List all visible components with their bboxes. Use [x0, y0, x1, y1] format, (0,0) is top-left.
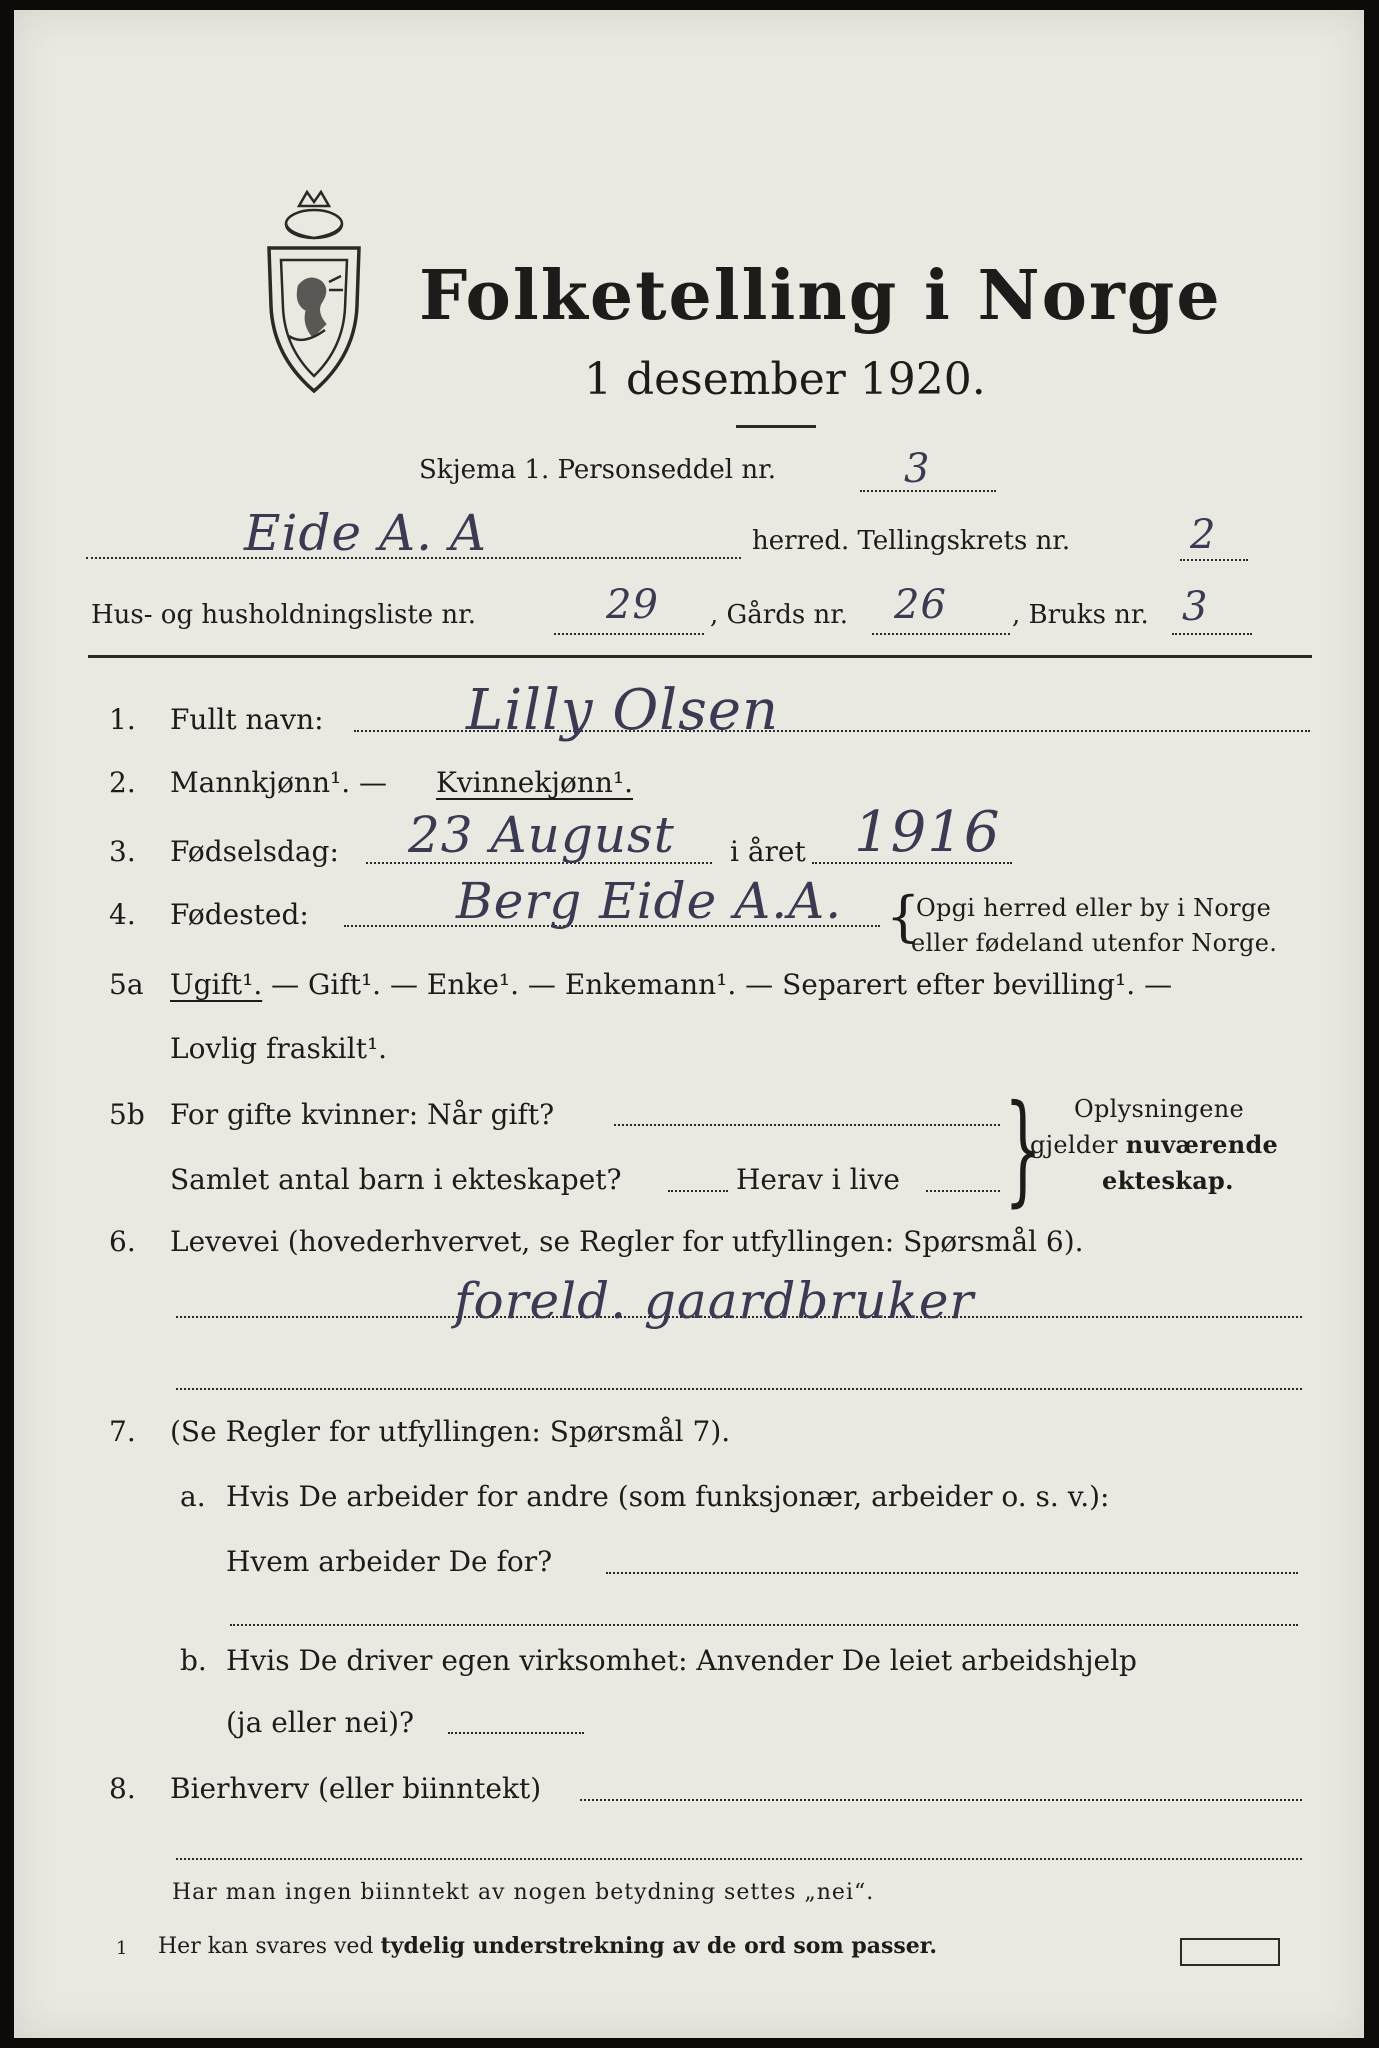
bruks-label: , Bruks nr.: [1012, 600, 1149, 630]
q5b-label3: Herav i live: [736, 1163, 900, 1196]
q5a-option-rest[interactable]: — Gift¹. — Enke¹. — Enkemann¹. — Separert efter bevilling¹. —: [262, 968, 1173, 1001]
q1-number: 1.: [109, 703, 136, 736]
q5b-line1: [614, 1124, 1000, 1126]
q6-label: Levevei (hovederhvervet, se Regler for utfyllingen: Spørsmål 6).: [170, 1225, 1084, 1258]
q3-number: 3.: [109, 835, 136, 868]
q1-value[interactable]: Lilly Olsen: [466, 678, 780, 743]
gards-value[interactable]: 26: [894, 582, 947, 628]
q5b-line3: [926, 1190, 1000, 1192]
husholdningsliste-value[interactable]: 29: [606, 582, 659, 628]
q5a-option-ugift[interactable]: Ugift¹.: [170, 968, 263, 1001]
gards-label: , Gårds nr.: [710, 600, 849, 630]
q4-label: Fødested:: [170, 898, 309, 931]
q7b-text2: (ja eller nei)?: [226, 1706, 415, 1739]
q3-label: Fødselsdag:: [170, 835, 339, 868]
form-date: 1 desember 1920.: [584, 354, 986, 405]
q8-number: 8.: [109, 1772, 136, 1805]
tellingskrets-line: [1180, 559, 1248, 561]
tellingskrets-value[interactable]: 2: [1190, 512, 1217, 558]
title-divider: [736, 425, 816, 428]
q5b-brace: }: [1004, 1080, 1043, 1219]
bruks-line: [1172, 633, 1252, 635]
q5b-line2: [668, 1190, 728, 1192]
herred-value[interactable]: Eide A. A: [244, 504, 487, 562]
q3-year-label: i året: [730, 835, 806, 868]
husholdningsliste-line: [554, 633, 704, 635]
q7a-letter: a.: [180, 1480, 206, 1513]
gards-line: [872, 633, 1010, 635]
coat-of-arms-icon: [259, 186, 369, 396]
q2-label-male: Mannkjønn¹. —: [170, 766, 388, 799]
q5b-note3: ekteskap.: [1102, 1166, 1234, 1195]
q4-number: 4.: [109, 898, 136, 931]
q8-line1: [580, 1799, 1302, 1801]
q2-number: 2.: [109, 766, 136, 799]
q5a-options-line2[interactable]: Lovlig fraskilt¹.: [170, 1032, 388, 1065]
q2-label-female[interactable]: Kvinnekjønn¹.: [436, 766, 634, 799]
q4-note-line1: Opgi herred eller by i Norge: [916, 894, 1272, 922]
q7a-text1: Hvis De arbeider for andre (som funksjonær, arbeider o. s. v.):: [226, 1480, 1110, 1513]
q5b-note1: Oplysningene: [1074, 1095, 1245, 1123]
census-form-page: [14, 10, 1364, 2038]
q7-number: 7.: [109, 1415, 136, 1448]
q7a-text2: Hvem arbeider De for?: [226, 1545, 553, 1578]
bruks-value[interactable]: 3: [1182, 584, 1209, 630]
q4-brace: {: [886, 885, 921, 948]
footnote-text: Her kan svares ved tydelig understrekning av de ord som passer.: [158, 1933, 938, 1959]
q4-value[interactable]: Berg Eide A.A.: [456, 872, 843, 930]
q5b-note2: gjelder nuværende: [1030, 1130, 1279, 1159]
header-rule: [88, 655, 1312, 658]
q5b-label2: Samlet antal barn i ekteskapet?: [170, 1163, 622, 1196]
q7-label: (Se Regler for utfyllingen: Spørsmål 7).: [170, 1415, 731, 1448]
q8-line2: [176, 1858, 1302, 1860]
q6-line2: [176, 1388, 1302, 1390]
q7b-letter: b.: [180, 1644, 207, 1677]
note-no-income: Har man ingen biinntekt av nogen betydning settes „nei“.: [172, 1880, 875, 1905]
q5b-number: 5b: [109, 1098, 145, 1131]
q5a-number: 5a: [109, 968, 144, 1001]
q7a-line2: [230, 1624, 1298, 1626]
q1-label: Fullt navn:: [170, 703, 324, 736]
q5b-label1: For gifte kvinner: Når gift?: [170, 1098, 555, 1131]
q6-value[interactable]: foreld. gaardbruker: [454, 1272, 975, 1330]
husholdningsliste-label: Hus- og husholdningsliste nr.: [91, 600, 477, 630]
q6-number: 6.: [109, 1225, 136, 1258]
footnote-marker: 1: [116, 1938, 128, 1959]
herred-label: herred. Tellingskrets nr.: [752, 526, 1071, 556]
q8-label: Bierhverv (eller biinntekt): [170, 1772, 542, 1805]
q7b-line: [448, 1732, 584, 1734]
q4-note-line2: eller fødeland utenfor Norge.: [911, 929, 1278, 957]
schema-label: Skjema 1. Personseddel nr.: [419, 455, 776, 485]
personseddel-value[interactable]: 3: [904, 446, 931, 492]
q3-year-value[interactable]: 1916: [854, 800, 1001, 865]
q5a-options-line1: [170, 968, 1172, 1001]
bleed-through-text: [494, 150, 1314, 246]
printer-stamp: [1180, 1938, 1280, 1966]
q7b-text1: Hvis De driver egen virksomhet: Anvender De leiet arbeidshjelp: [226, 1644, 1137, 1677]
form-title: Folketelling i Norge: [419, 256, 1222, 336]
q7a-line1: [606, 1572, 1298, 1574]
q3-birthday-value[interactable]: 23 August: [408, 806, 675, 864]
